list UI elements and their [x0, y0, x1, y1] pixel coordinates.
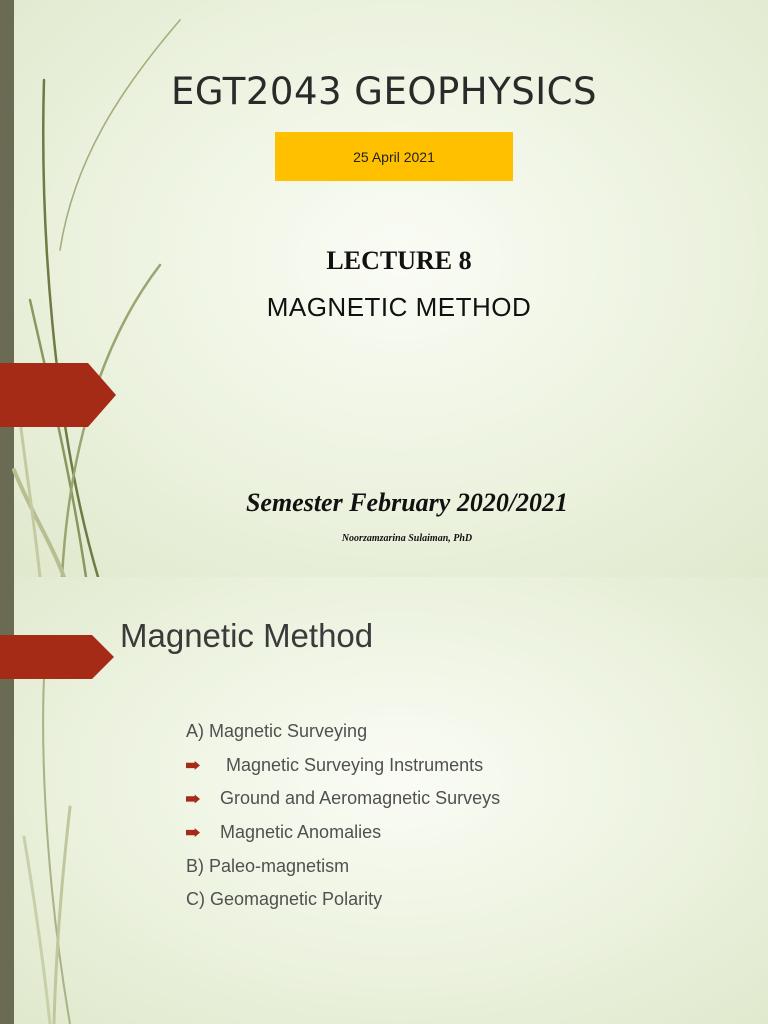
list-item: [186, 782, 500, 816]
list-item: [186, 816, 500, 850]
list-item-text: Magnetic Anomalies: [220, 822, 382, 843]
list-item-text: C) Geomagnetic Polarity: [186, 889, 383, 910]
arrow-bullet-icon: [186, 794, 200, 803]
list-item-text: Ground and Aeromagnetic Surveys: [220, 788, 501, 809]
list-item: [186, 883, 500, 917]
presentation-title: EGT2043 GEOPHYSICS: [171, 70, 597, 113]
arrow-bullet-icon: [186, 828, 200, 837]
list-item: [186, 749, 500, 783]
author-name: Noorzamzarina Sulaiman, PhD: [341, 533, 473, 544]
section-arrow-tab: [0, 363, 116, 427]
date-text: 25 April 2021: [353, 148, 435, 165]
list-item: [186, 715, 500, 749]
lecture-subject: MAGNETIC METHOD: [266, 292, 532, 322]
outline-slide: [0, 577, 768, 1024]
slide-title: Magnetic Method: [120, 617, 374, 654]
topic-list: [186, 715, 500, 917]
list-item-text: B) Paleo-magnetism: [186, 855, 350, 876]
date-badge: [275, 132, 513, 181]
semester-label: Semester February 2020/2021: [245, 488, 569, 517]
section-arrow-tab: [0, 635, 114, 679]
list-item: [186, 849, 500, 883]
list-item-text: Magnetic Surveying Instruments: [226, 754, 484, 775]
list-item-text: A) Magnetic Surveying: [186, 721, 368, 742]
arrow-bullet-icon: [186, 761, 200, 770]
lecture-number: LECTURE 8: [326, 246, 472, 275]
